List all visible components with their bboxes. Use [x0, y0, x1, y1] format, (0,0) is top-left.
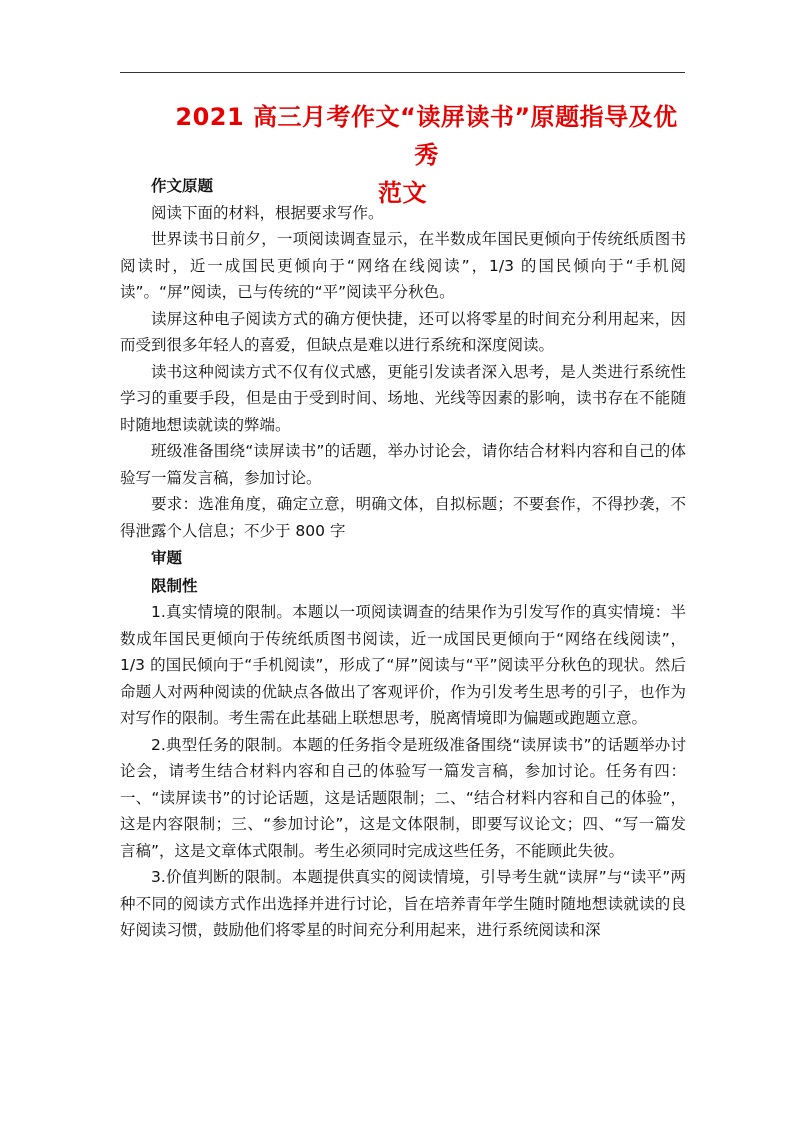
header-rule [120, 72, 685, 73]
paragraph: 班级准备围绕“读屏读书”的话题，举办讨论会，请你结合材料内容和自己的体验写一篇发言稿，参加讨论。 [120, 442, 686, 487]
title-line-1: 2021 高三月考作文“读屏读书”原题指导及优秀 [175, 103, 678, 169]
heading-restrictions: 限制性 [151, 576, 198, 595]
title-line-2: 范文 [378, 179, 427, 207]
document-body [120, 172, 686, 944]
paragraph: 2.典型任务的限制。本题的任务指令是班级准备围绕“读屏读书”的话题举办讨论会，请考生结合材料内容和自己的体验写一篇发言稿，参加讨论。任务有四：一、“读屏读书”的讨论话题，这是话题限制；二、“结合材料内容和自己的体验”，这是内容限制；三、“参加讨论”，这是文体限制，即要写议论文；四、“写一篇发言稿”，这是文章体式限制。考生必须同时完成这些任务，不能顾此失彼。 [120, 735, 686, 860]
paragraph: 1.真实情境的限制。本题以一项阅读调查的结果作为引发写作的真实情境：半数成年国民更倾向于传统纸质图书阅读，近一成国民更倾向于“网络在线阅读”，1/3 的国民倾向于“手机阅读”，形成了“屏”阅读与“平”阅读平分秋色的现状。然后命题人对两种阅读的优缺点各做出了客观评价，作为引发考生思考的引子，也作为对写作的限制。考生需在此基础上联想思考，脱离情境即为偏题或跑题立意。 [120, 603, 686, 727]
heading-analysis: 审题 [151, 549, 183, 567]
paragraph: 世界读书日前夕，一项阅读调查显示，在半数成年国民更倾向于传统纸质图书阅读时，近一成国民更倾向于“网络在线阅读”，1/3 的国民倾向于“手机阅读”。“屏”阅读，已与传统的“平”阅读平分秋色。 [120, 230, 686, 301]
heading-original-prompt: 作文原题 [151, 177, 214, 195]
paragraph: 阅读下面的材料，根据要求写作。 [151, 203, 384, 222]
paragraph: 读屏这种电子阅读方式的确方便快捷，还可以将零星的时间充分利用起来，因而受到很多年轻人的喜爱，但缺点是难以进行系统和深度阅读。 [120, 309, 686, 354]
paragraph: 3.价值判断的限制。本题提供真实的阅读情境，引导考生就“读屏”与“读平”两种不同的阅读方式作出选择并进行讨论，旨在培养青年学生随时随地想读就读的良好阅读习惯，鼓励他们将零星的时间充分利用起来，进行系统阅读和深 [120, 868, 686, 939]
paragraph: 读书这种阅读方式不仅有仪式感，更能引发读者深入思考，是人类进行系统性学习的重要手段，但是由于受到时间、场地、光线等因素的影响，读书存在不能随时随地想读就读的弊端。 [120, 362, 686, 434]
paragraph: 要求：选准角度，确定立意，明确文体，自拟标题；不要套作，不得抄袭，不得泄露个人信息；不少于 800 字 [120, 495, 686, 540]
